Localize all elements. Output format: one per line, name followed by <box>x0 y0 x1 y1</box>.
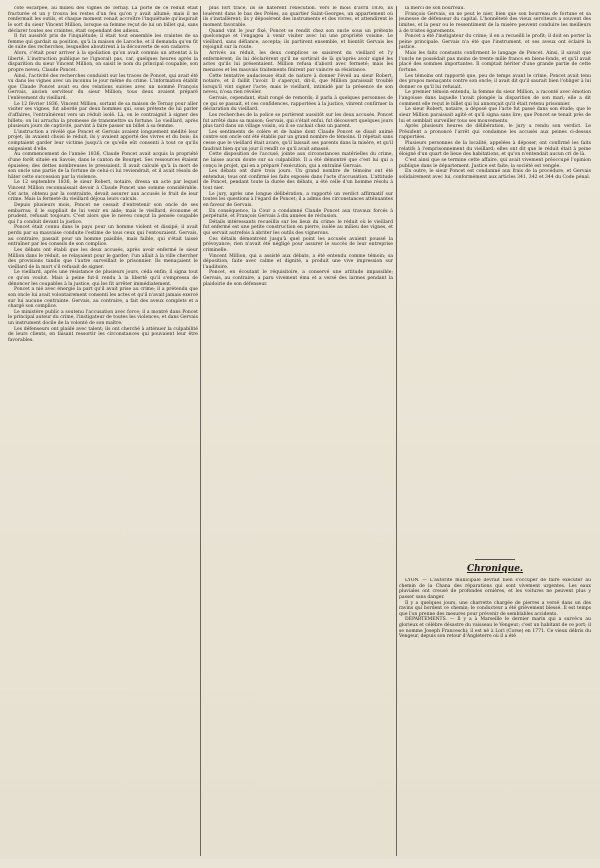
chronicle-section <box>399 556 591 868</box>
paragraph: Arrivés au réduit, les deux complices se saisirent du vieillard et l'y enfermèrent; ils lui déclarèrent qu'il ne sortirait de là qu'après avoir signé les actes qu'ils lui présentaient. Million refusa d'abord avec fermeté; mais les menaces et les mauvais traitements finirent par vaincre sa résistance. <box>203 51 393 73</box>
paragraph: En conséquence, la Cour a condamné Claude Poncet aux travaux forcés à perpétuité, et François Gervais à dix années de réclusion. <box>203 208 393 220</box>
paragraph: Le ministère public a soutenu l'accusation avec force; il a montré dans Poncet le principal auteur du crime, l'instigateur de toutes les violences, et dans Gervais un instrument docile de la volonté de son maître. <box>8 309 198 326</box>
paragraph: Il fut aussitôt pris de l'inquiétude; il était tout ensemble les craintes de sa femme qui gardait sa position, qu'à la maison de Laroche, et il demanda qu'on fit de suite des recherches, lesquelles aboutirent à la découverte de son cadavre. <box>8 34 198 51</box>
paragraph: Depuis plusieurs mois, Poncet ne cessait d'entretenir son oncle de ses embarras; il le suppliait de lui venir en aide; mais le vieillard, économe et prudent, refusait toujours. C'est alors que le neveu conçut la pensée coupable qui l'a conduit devant la justice. <box>8 202 198 225</box>
paragraph: Le premier témoin entendu, la femme du sieur Million, a raconté avec émotion l'angoisse dans laquelle l'avait plongée la disparition de son mari; elle a dit comment elle reçut le billet qui lui annonçait qu'il était retenu prisonnier. <box>399 90 591 107</box>
paragraph: Vincent Million, qui a assisté aux débats, a été entendu comme témoin; sa déposition, faite avec calme et dignité, a produit une vive impression sur l'auditoire. <box>203 253 393 270</box>
paragraph: C'est ainsi que se termine cette affaire, qui avait vivement préoccupé l'opinion publique dans le département. Justice est faite; la société est vengée. <box>399 157 591 169</box>
paragraph: plus fort tracé, ils se hâtèrent l'exécution. Vers le mois d'avril 1836, ils louèrent dans le bas des Prèles, au quartier Saint-Georges, un appartement où ils s'installèrent; ils y déposèrent des instruments et des vivres, et attendirent le moment favorable. <box>203 6 393 28</box>
paragraph: Les recherches de la police se portèrent aussitôt sur les deux accusés. Poncet fut arrêté dans sa maison; Gervais, qui s'était enfui, fut découvert quelques jours plus tard dans un village voisin, où il se cachait chez un parent. <box>203 112 393 130</box>
paragraph: Plusieurs personnes de la localité, appelées à déposer, ont confirmé les faits relatifs à l'emprisonnement du vieillard; elles ont dit que le réduit était à peine éloigné d'un quart de lieue des habitations, et qu'on n'entendait aucun cri de là. <box>399 141 591 158</box>
paragraph: Le jury, après une longue délibération, a rapporté un verdict affirmatif sur toutes les questions à l'égard de Poncet; il a admis des circonstances atténuantes en faveur de Gervais. <box>203 191 393 208</box>
paragraph: Les témoins ont rapporté que, peu de temps avant le crime, Poncet avait tenu des propos menaçants contre son oncle; il avait dit qu'il saurait bien l'obliger à lui donner ce qu'il lui refusait. <box>399 73 591 90</box>
text-column-left <box>8 6 198 856</box>
paragraph: En outre, le sieur Poncet est condamné aux frais de la procédure, et Gervais solidairement avec lui, conformément aux articles 341, 342 et 344 du Code pénal. <box>399 169 591 180</box>
paragraph: Cette tentative audacieuse était de nature à donner l'éveil au sieur Robert, notaire, et il faillit l'avoir. Il s'aperçut, dit-il, que Million paraissait troublé lorsqu'il vint signer l'acte; mais le vieillard, intimidé par la présence de son neveu, n'osa rien révéler. <box>203 73 393 96</box>
paragraph: L'instruction a révélé que Poncet et Gervais avaient longuement médité leur projet; ils avaient choisi le réduit, ils y avaient apporté des vivres et du bois; ils comptaient garder leur victime jusqu'à ce qu'elle eût consenti à tout ce qu'ils exigeaient d'elle. <box>8 129 198 152</box>
section-divider <box>475 559 515 560</box>
column-rule <box>200 6 201 856</box>
paragraph: la merci de son bourreau. <box>405 6 465 11</box>
paragraph: Ainsi, l'activité des recherches conduisit sur les traces de Poncet, qui avait été vu dans les vignes avec un inconnu le jour même du crime. L'information établit que Claude Poncet avait eu des relations suivies avec un nommé François Gervais, ancien serviteur du sieur Million; tous deux avaient préparé l'enlèvement du vieillard. <box>8 73 198 101</box>
text-column-middle <box>203 6 393 856</box>
column-rule <box>396 6 397 856</box>
paragraph: Quand vint le jour fixé, Poncet se rendit chez son oncle sous un prétexte quelconque et l'engagea à venir visiter avec lui une propriété voisine. Le vieillard, sans défiance, accepta; ils partirent ensemble, et bientôt Gervais les rejoignit sur la route. <box>203 28 393 51</box>
paragraph: Les défenseurs ont plaidé avec talent; ils ont cherché à atténuer la culpabilité de leurs clients, en faisant ressortir les circonstances qui pouvaient leur être favorables. <box>8 326 198 343</box>
paragraph: Au commencement de l'année 1836, Claude Poncet avait acquis la propriété d'une forêt située en Savoie, dans le canton de Bourget. Ses ressources étaient épuisées; des dettes nombreuses le pressaient. Il avait calculé qu'à la mort de son oncle une partie de la fortune de celui-ci lui reviendrait, et il avait résolu de hâter cette succession par la violence. <box>8 152 198 180</box>
paragraph: Après plusieurs heures de délibération, le jury a rendu son verdict. Le Président a prononcé l'arrêt qui condamne les accusés aux peines ci-dessus rapportées. <box>399 124 591 141</box>
paragraph: Mais les faits constants confirment le langage de Poncet. Ainsi, il savait que l'oncle ne possédait pas moins de trente mille francs en biens-fonds, et qu'il avait placé des sommes importantes. Il comptait hériter d'une grande partie de cette fortune. <box>399 51 591 73</box>
paragraph: Gervais, cependant, était rongé de remords; il parla à quelques personnes de ce qui se passait, et ces confidences, rapportées à la justice, vinrent confirmer la déclaration du vieillard. <box>203 96 393 113</box>
paragraph: François Gervais, on ne peut le nier, bien que son bourreau de fortune et sa jeunesse de défenseur du capital. L'honnêteté des vieux serviteurs a souvent des limites, et la peur ou le ressentiment de la misère peuvent conduire les meilleurs à de tristes égarements. <box>399 11 591 34</box>
paragraph: Les débats ont établi que les deux accusés, après avoir enfermé le sieur Million dans le réduit, se relayaient pour le garder; l'un allait à la ville chercher des provisions tandis que l'autre surveillait le prisonnier. Ils menaçaient le vieillard de la mort s'il refusait de signer. <box>8 247 198 270</box>
chronicle-paragraph: Il y a quelques jours, une charrette chargée de pierres a versé dans un des ravins qui bordent ce chemin; le conducteur a été grièvement blessé. Il est temps que l'on prenne des mesures pour prévenir de semblables accidents. <box>399 600 591 617</box>
paragraph: Poncet a été l'instigateur du crime; il en a recueilli le profit; il doit en porter la peine principale. Gervais n'a été que l'instrument, et ses aveux ont éclairé la justice. <box>399 34 591 51</box>
paragraph: Les sentiments de colère et de haine dont Claude Poncet se disait animé contre son oncle ont été établis par un grand nombre de témoins. Il répétait sans cesse que le vieillard était avare, qu'il laissait ses parents dans la misère, et qu'il faudrait bien qu'un jour il rendît ce qu'il avait amassé. <box>203 129 393 152</box>
paragraph: Ces détails démontrent jusqu'à quel point les accusés avaient poussé la prévoyance; rien n'avait été négligé pour assurer le succès de leur entreprise criminelle. <box>203 236 393 253</box>
paragraph: Le 12 février 1836, Vincent Million, sortant de sa maison de Ternay pour aller visiter ses vignes, fut abordé par deux hommes qui, sous prétexte de lui parler d'affaires, l'entraînèrent vers un réduit isolé. Là, on le contraignit à signer des billets; on lui arracha la promesse de transmettre sa fortune. Le vieillard, après plusieurs jours de captivité, parvint à faire passer un billet à sa femme. <box>8 101 198 130</box>
paragraph: Poncet a nié avec énergie la part qu'il avait prise au crime; il a prétendu que son oncle lui avait volontairement consenti les actes et qu'il n'avait jamais exercé sur lui aucune contrainte. Gervais, au contraire, a fait des aveux complets et a chargé son complice. <box>8 287 198 310</box>
paragraph: Cette disposition de l'accusé, jointe aux circonstances matérielles du crime, ne laisse aucun doute sur sa culpabilité. Il a été démontré que c'est lui qui a conçu le projet, qui en a préparé l'exécution, qui a entraîné Gervais. <box>203 152 393 169</box>
chronicle-paragraph: LYON. — L'autorité municipale devrait bien s'occuper de faire exécuter au chemin de la Chana des réparations qui sont vivement urgentes. Les eaux pluviales ont creusé de profondes ornières, et les voitures ne peuvent plus y passer sans danger. <box>399 578 591 600</box>
paragraph: Le vieillard, après une résistance de plusieurs jours, céda enfin; il signa tout ce qu'on voulut. Mais à peine fut-il rendu à la liberté qu'il s'empressa de dénoncer les coupables à la justice, qui les fit arrêter immédiatement. <box>8 270 198 287</box>
chronicle-paragraph: DÉPARTEMENTS. — Il y a à Marseille le dernier marin qui a survécu au glorieux et célèbre désastre du vaisseau le Vengeur; c'est un habitant de ce port; il se nomme Joseph Franceschi; il est né à Lori (Corse) en 1771. Ce vieux débris du Vengeur, depuis son retour d'Angleterre où il a été <box>399 617 591 640</box>
chronicle-text <box>399 578 591 868</box>
paragraph: Le sieur Robert, notaire, a déposé que l'acte fut passé dans son étude; que le sieur Million paraissait agité et qu'il signa sans lire; que Poncet se tenait près de lui et semblait surveiller tous ses mouvements. <box>399 107 591 124</box>
paragraph: Détails intéressants recueillis sur les lieux du crime: le réduit où le vieillard fut enfermé est une petite construction en pierre, isolée au milieu des vignes, et qui servait autrefois à abriter les outils des vignerons. <box>203 219 393 236</box>
paragraph: côte escarpée, au milieu des vignes de Ternay. La porte de ce réduit était fracturée et un y trouva les restes d'un feu qu'on y avait allumé; mais il ne renfermait les outils, et chaque moment venait accroître l'inquiétude qu'inspirait le sort du sieur Vincent Million, lorsque sa femme reçut de lui un billet qui, sans déclarer toutes ses craintes, était cependant des adieux. <box>8 6 198 34</box>
paragraph: Poncet, en écoutant le réquisitoire, a conservé une attitude impassible; Gervais, au contraire, a paru vivement ému et a versé des larmes pendant la plaidoirie de son défenseur. <box>203 270 393 287</box>
chronicle-heading: Chronique. <box>466 564 524 574</box>
text-column-right <box>399 6 591 552</box>
paragraph: Alors, c'était pour arriver à la spoliation qu'on avait commis un attentat à la liberté. L'instruction publique ne l'ignorait pas, car, quelques heures après la disparition du sieur Vincent Million, on saisit le nom du principal coupable, son propre neveu, Claude Poncet. <box>8 51 198 73</box>
paragraph: Les débats ont duré trois jours. Un grand nombre de témoins ont été entendus; tous ont confirmé les faits exposés dans l'acte d'accusation. L'attitude de Poncet, pendant toute la durée des débats, a été celle d'un homme résolu à tout nier. <box>203 169 393 191</box>
paragraph: Le 12 septembre 1836, le sieur Robert, notaire, dressa un acte par lequel Vincent Million reconnaissait devoir à Claude Poncet une somme considérable. Cet acte, obtenu par la contrainte, devait assurer aux accusés le fruit de leur crime. Mais la fermeté du vieillard déjoua leurs calculs. <box>8 180 198 203</box>
paragraph: Poncet était connu dans le pays pour un homme violent et dissipé; il avait perdu par sa mauvaise conduite l'estime de tous ceux qui l'entouraient. Gervais, au contraire, passait pour un homme paisible, mais faible, qui s'était laissé entraîner par les conseils de son complice. <box>8 225 198 248</box>
